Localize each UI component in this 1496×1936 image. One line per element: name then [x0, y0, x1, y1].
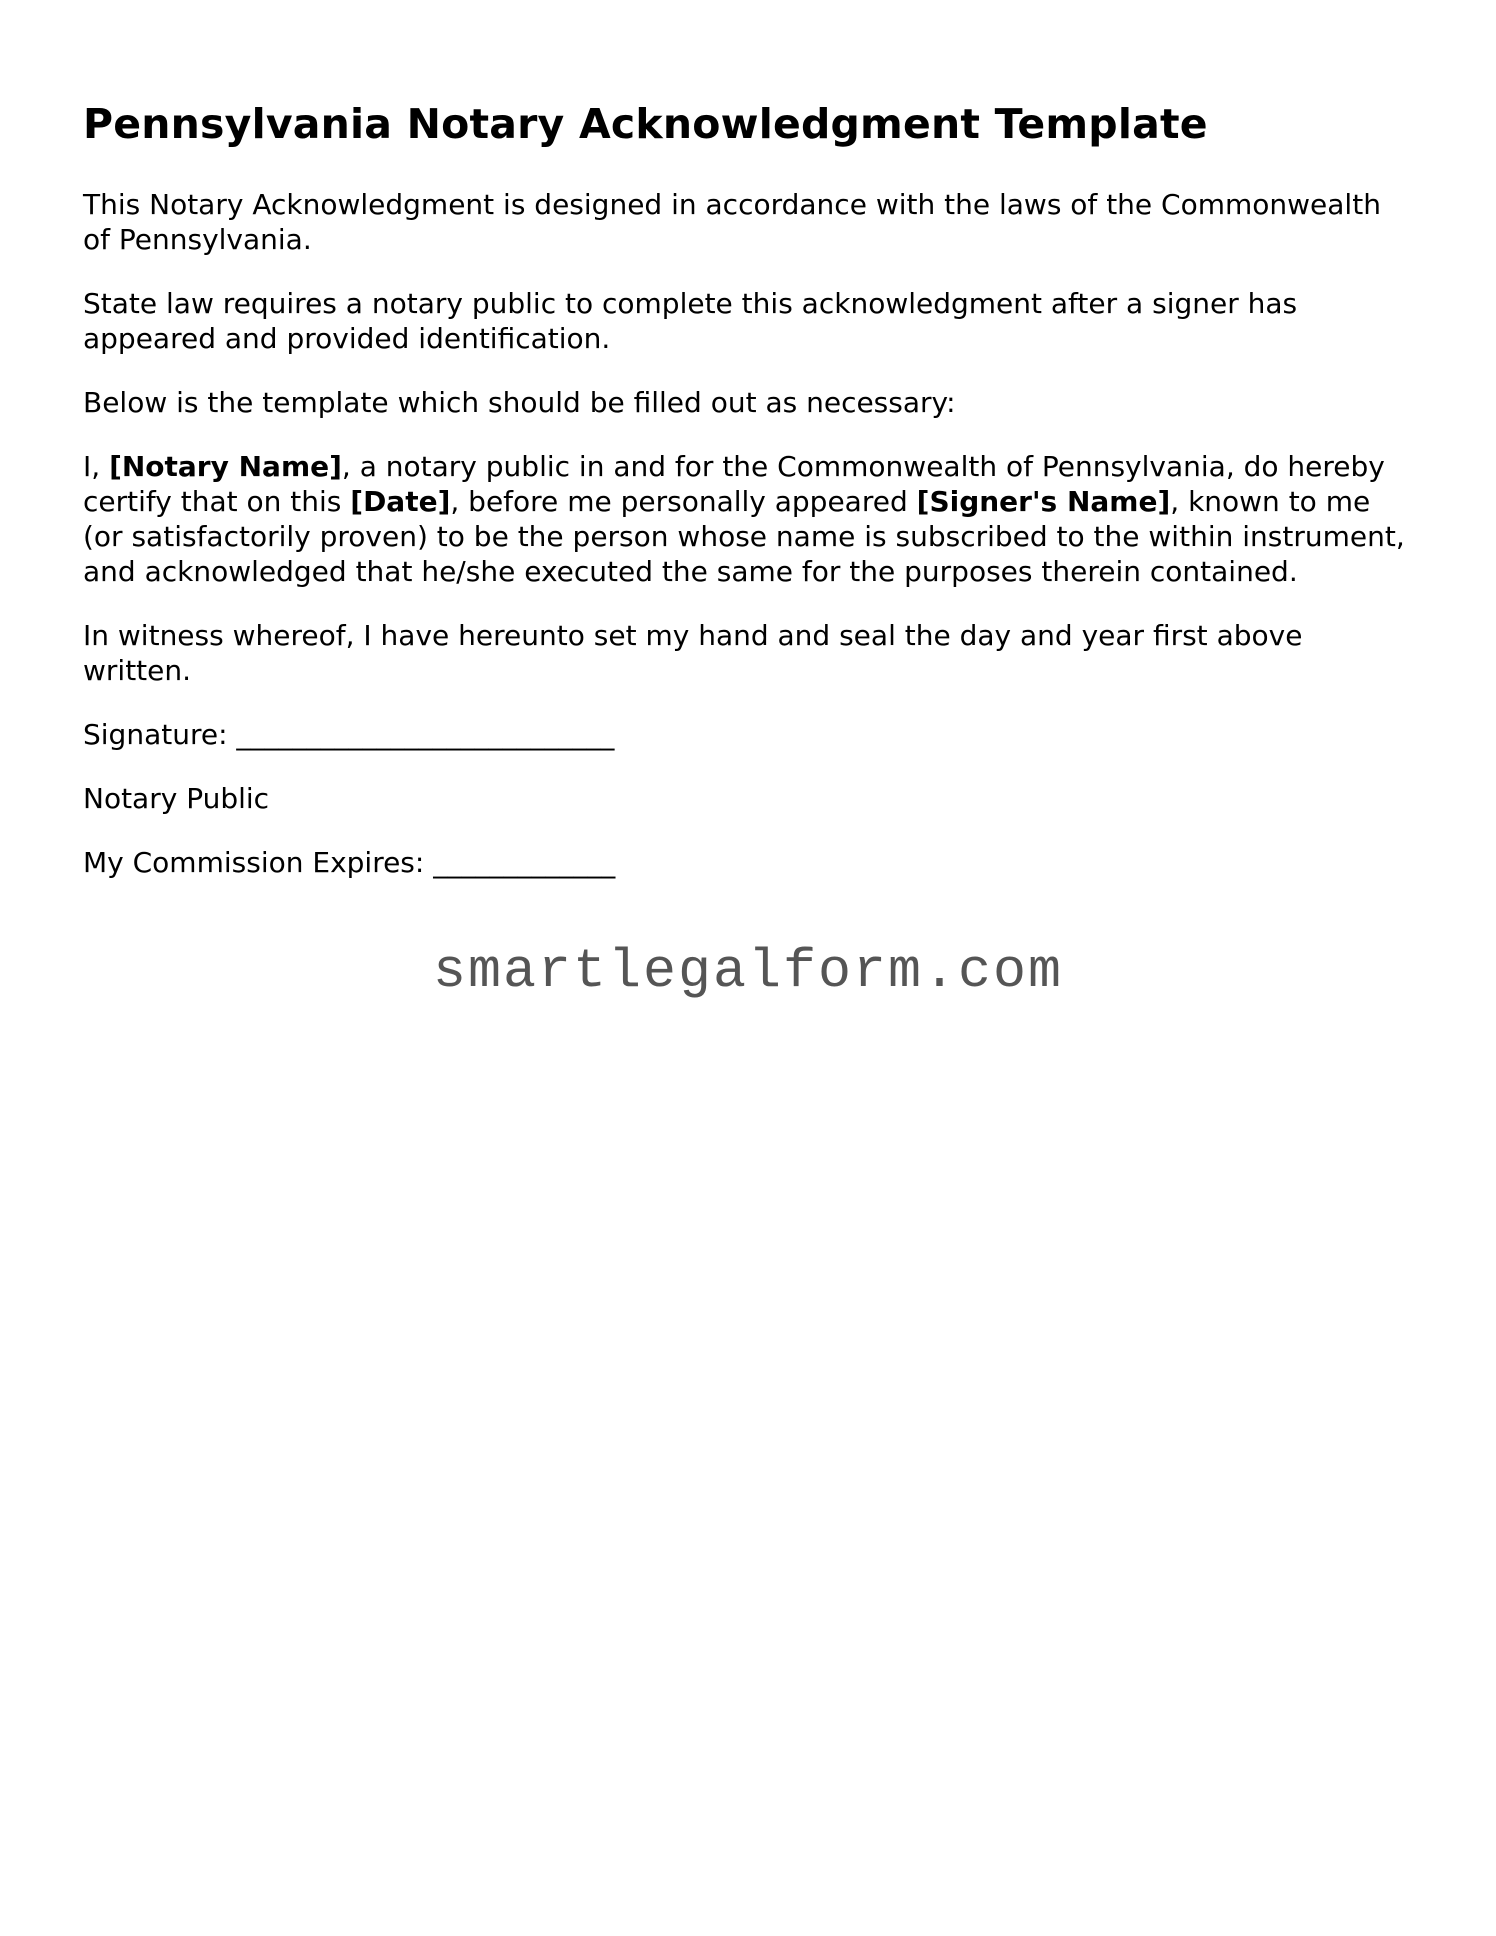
date-placeholder: [Date] — [350, 485, 451, 519]
certification-paragraph — [83, 449, 1413, 589]
certification-text-3: , before me personally appeared — [450, 485, 917, 519]
intro-paragraph: This Notary Acknowledgment is designed in accordance with the laws of the Commonwealth of Pennsylvania. — [83, 188, 1381, 257]
notary-public-label: Notary Public — [83, 782, 270, 816]
document-title: Pennsylvania Notary Acknowledgment Template — [83, 100, 1208, 148]
requirement-paragraph: State law requires a notary public to complete this acknowledgment after a signer has appeared and provided identification. — [83, 287, 1298, 356]
signature-line: Signature: ___________________________ — [83, 718, 615, 752]
certification-text-1: I, — [83, 450, 110, 484]
notary-name-placeholder: [Notary Name] — [109, 450, 342, 484]
certification-text-4: , known to me (or satisfactorily proven) to be the person whose name is subscribed to the within instrument, and acknowledged that he/she executed the same for the purposes therein contained. — [83, 485, 1405, 589]
witness-paragraph: In witness whereof, I have hereunto set my hand and seal the day and year first above written. — [83, 619, 1303, 688]
instruction-paragraph: Below is the template which should be filled out as necessary: — [83, 386, 956, 420]
certification-text-2: , a notary public in and for the Commonwealth of Pennsylvania, do hereby certify that on this — [83, 450, 1385, 519]
signer-name-placeholder: [Signer's Name] — [916, 485, 1171, 519]
document-page — [83, 100, 1413, 909]
watermark: smartlegalform.com — [432, 940, 1064, 1003]
commission-expires-line: My Commission Expires: _____________ — [83, 846, 616, 880]
